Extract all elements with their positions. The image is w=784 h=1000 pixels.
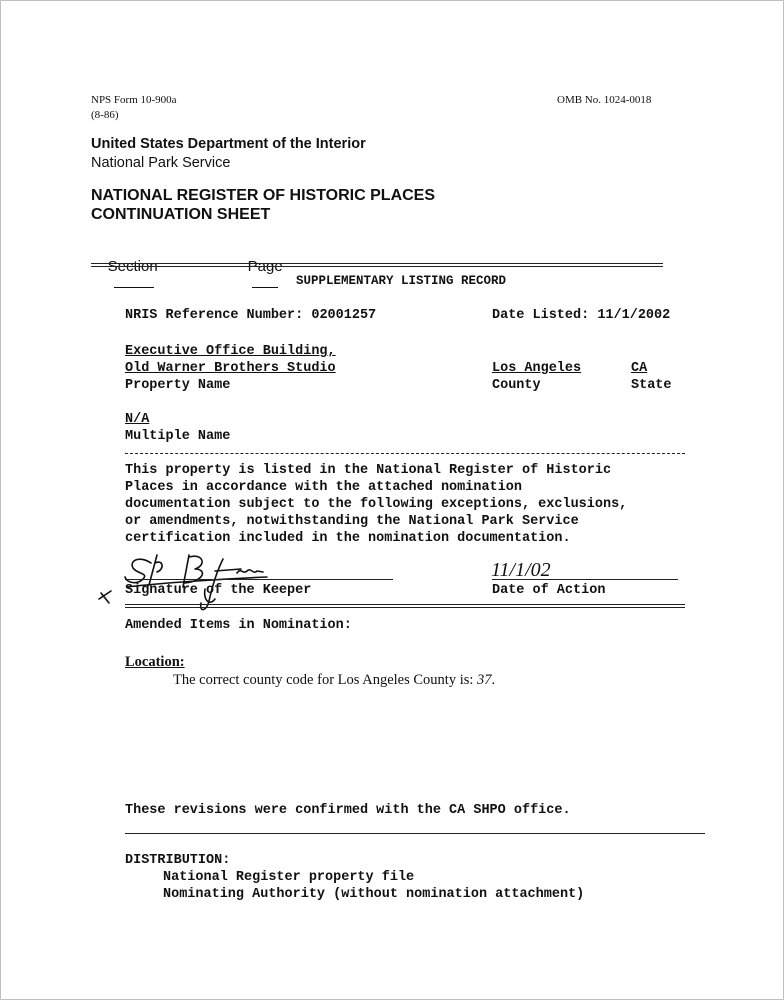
date-listed-value: 11/1/2002 xyxy=(597,308,671,323)
omb-number: OMB No. 1024-0018 xyxy=(557,94,652,106)
page-field xyxy=(231,241,283,309)
property-name-line2: Old Warner Brothers Studio xyxy=(125,361,336,376)
property-name-label: Property Name xyxy=(125,378,231,393)
county-label: County xyxy=(492,378,541,393)
state-label: State xyxy=(631,378,672,393)
county-code: 37 xyxy=(477,672,492,688)
dashed-divider xyxy=(125,453,685,454)
county-value: Los Angeles xyxy=(492,361,582,376)
nris-value: 02001257 xyxy=(311,308,377,323)
section-blank xyxy=(114,275,154,288)
location-correction: The correct county code for Los Angeles County is: 37. xyxy=(173,672,496,688)
form-number: NPS Form 10-900a xyxy=(91,94,177,106)
multiple-name-label: Multiple Name xyxy=(125,429,231,444)
nris-row xyxy=(125,308,376,323)
certification-line-4: or amendments, notwithstanding the National Park Service xyxy=(125,514,579,529)
certification-line-5: certification included in the nomination documentation. xyxy=(125,531,571,546)
agency-name: National Park Service xyxy=(91,155,231,171)
date-listed-label: Date Listed: xyxy=(492,308,590,323)
department-name: United States Department of the Interior xyxy=(91,136,366,152)
keeper-signature xyxy=(91,541,331,621)
amended-items-heading: Amended Items in Nomination: xyxy=(125,618,352,633)
form-date: (8-86) xyxy=(91,109,119,121)
action-date-line xyxy=(492,579,678,580)
action-date-handwritten: 11/1/02 xyxy=(491,559,551,581)
section-label: Section xyxy=(107,258,158,275)
certification-line-1: This property is listed in the National Register of Historic xyxy=(125,463,612,478)
record-heading: SUPPLEMENTARY LISTING RECORD xyxy=(296,274,507,288)
date-listed-row xyxy=(492,308,670,323)
section-field xyxy=(91,241,158,309)
page-subtitle: CONTINUATION SHEET xyxy=(91,206,271,223)
signature-label: Signature of the Keeper xyxy=(125,583,312,598)
header-divider xyxy=(91,263,663,267)
multiple-name-value: N/A xyxy=(125,412,150,427)
page-blank xyxy=(252,275,278,288)
distribution-item: National Register property file xyxy=(163,870,415,885)
distribution-heading: DISTRIBUTION: xyxy=(125,853,231,868)
location-text: The correct county code for Los Angeles County is: xyxy=(173,672,478,688)
page-title: NATIONAL REGISTER OF HISTORIC PLACES xyxy=(91,187,436,204)
location-heading: Location: xyxy=(125,654,185,670)
confirmation-text: These revisions were confirmed with the CA SHPO office. xyxy=(125,803,571,818)
confirmation-divider xyxy=(125,833,705,834)
property-name-line1: Executive Office Building, xyxy=(125,344,336,359)
signature-line xyxy=(125,579,393,580)
state-value: CA xyxy=(631,361,648,376)
certification-line-2: Places in accordance with the attached nomination xyxy=(125,480,522,495)
distribution-item: Nominating Authority (without nomination attachment) xyxy=(163,887,585,902)
certification-line-3: documentation subject to the following exceptions, exclusions, xyxy=(125,497,628,512)
nris-label: NRIS Reference Number: xyxy=(125,308,304,323)
date-of-action-label: Date of Action xyxy=(492,583,606,598)
page-label: Page xyxy=(247,258,283,275)
certification-divider xyxy=(125,604,685,608)
